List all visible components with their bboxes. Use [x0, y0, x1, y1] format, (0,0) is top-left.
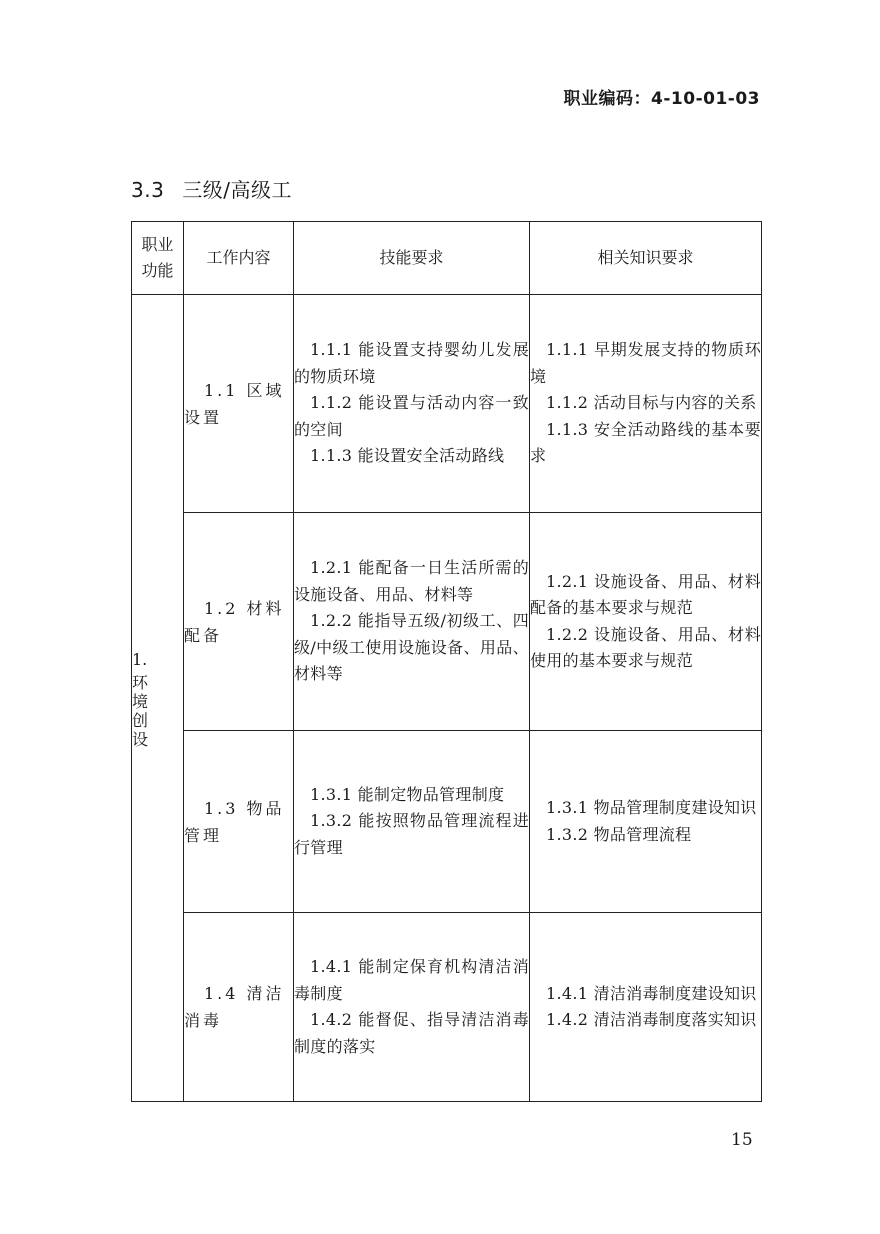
skill-item: 1.4.1 能制定保育机构清洁消毒制度: [294, 957, 529, 1003]
knowledge-cell: [530, 295, 762, 513]
function-name: 环境创设: [132, 673, 149, 749]
skill-item: 1.1.3 能设置安全活动路线: [310, 446, 505, 466]
skill-item: 1.4.2 能督促、指导清洁消毒制度的落实: [294, 1010, 529, 1056]
skill-item: 1.2.2 能指导五级/初级工、四级/中级工使用设施设备、用品、材料等: [294, 611, 529, 684]
section-heading: 三级/高级工: [182, 178, 293, 202]
header-skills: 技能要求: [294, 222, 530, 295]
knowledge-cell: [530, 513, 762, 731]
knowledge-cell: [530, 913, 762, 1102]
function-cell: [132, 295, 184, 1102]
knowledge-item: 1.3.2 物品管理流程: [546, 824, 692, 844]
knowledge-item: 1.4.1 清洁消毒制度建设知识: [546, 983, 757, 1003]
skill-item: 1.2.1 能配备一日生活所需的设施设备、用品、材料等: [294, 558, 529, 604]
table-row: [132, 731, 762, 913]
knowledge-item: 1.1.1 早期发展支持的物质环境: [530, 340, 761, 386]
skill-item: 1.1.1 能设置支持婴幼儿发展的物质环境: [294, 340, 529, 386]
function-number: 1.: [132, 650, 148, 669]
section-number: 3.3: [131, 178, 165, 202]
requirements-table: [131, 221, 762, 1102]
content-cell: 1.1 区域设置: [184, 295, 294, 513]
table-row: [132, 913, 762, 1102]
header-function: 职业功能: [132, 222, 184, 295]
content-cell: 1.2 材料配备: [184, 513, 294, 731]
header-content: 工作内容: [184, 222, 294, 295]
skills-cell: [294, 513, 530, 731]
knowledge-item: 1.2.1 设施设备、用品、材料配备的基本要求与规范: [530, 571, 761, 617]
skill-item: 1.1.2 能设置与活动内容一致的空间: [294, 393, 529, 439]
page-number: 15: [731, 1130, 753, 1150]
skills-cell: [294, 731, 530, 913]
content-cell: 1.3 物品管理: [184, 731, 294, 913]
header-knowledge: 相关知识要求: [530, 222, 762, 295]
skill-item: 1.3.2 能按照物品管理流程进行管理: [294, 811, 529, 857]
knowledge-item: 1.2.2 设施设备、用品、材料使用的基本要求与规范: [530, 624, 761, 670]
table-row: [132, 513, 762, 731]
section-title: [131, 174, 292, 203]
content-cell: 1.4 清洁消毒: [184, 913, 294, 1102]
knowledge-item: 1.3.1 物品管理制度建设知识: [546, 798, 757, 817]
skills-cell: [294, 913, 530, 1102]
knowledge-cell: [530, 731, 762, 913]
table-header-row: [132, 222, 762, 295]
skill-item: 1.3.1 能制定物品管理制度: [310, 784, 505, 804]
table-row: [132, 295, 762, 513]
knowledge-item: 1.1.3 安全活动路线的基本要求: [530, 419, 761, 466]
knowledge-item: 1.4.2 清洁消毒制度落实知识: [546, 1010, 757, 1029]
occupation-code: 职业编码：4-10-01-03: [563, 89, 760, 109]
knowledge-item: 1.1.2 活动目标与内容的关系: [546, 393, 757, 413]
skills-cell: [294, 295, 530, 513]
